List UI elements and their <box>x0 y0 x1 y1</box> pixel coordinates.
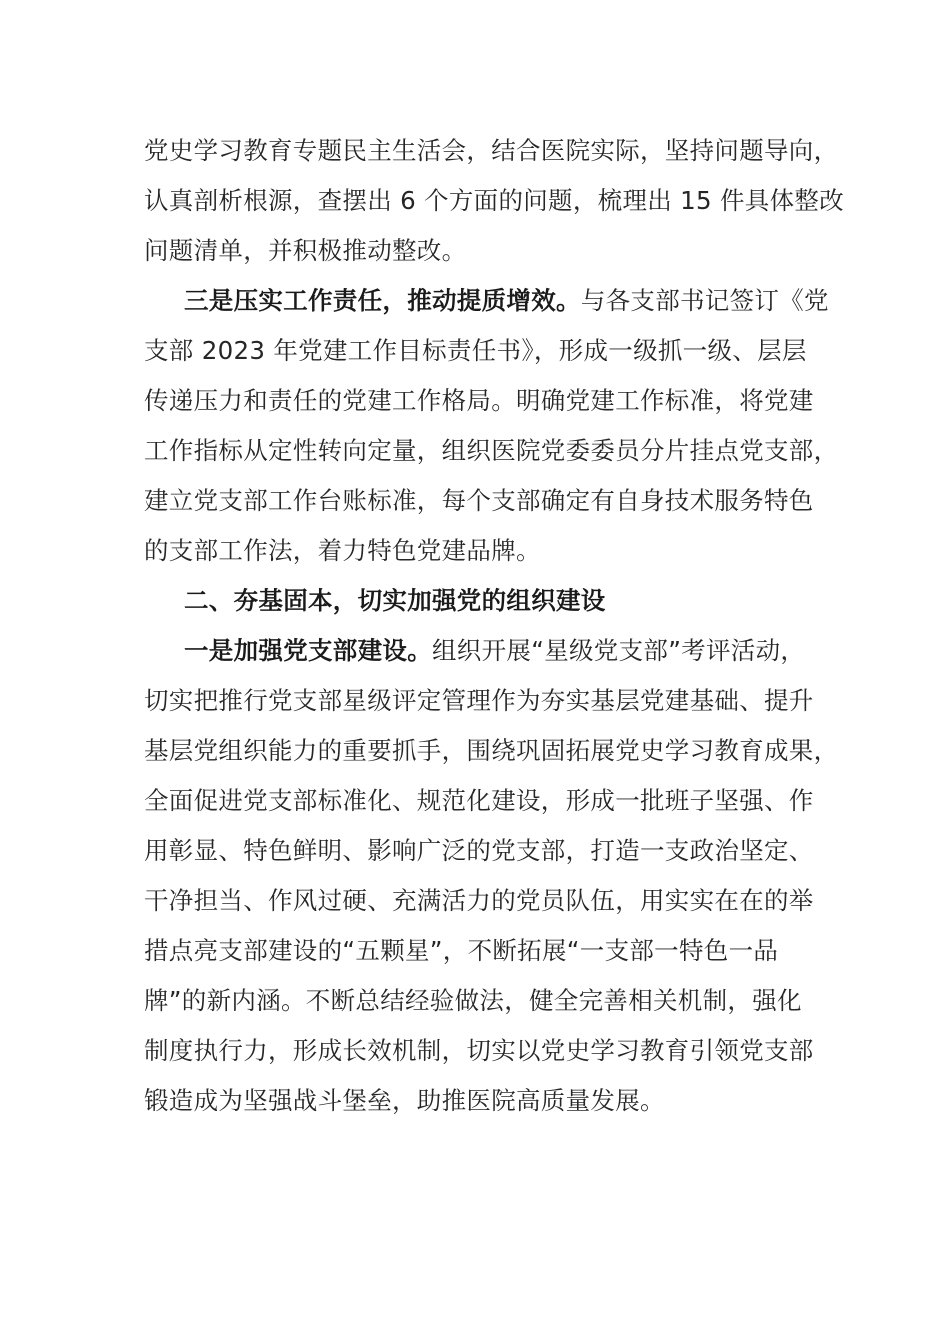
text-line <box>144 226 824 276</box>
text-segment: 传递压力和责任的党建工作格局。明确党建工作标准，将党建 <box>144 386 814 415</box>
text-segment: 锻造成为坚强战斗堡垒，助推医院高质量发展。 <box>144 1086 665 1115</box>
text-segment: 问题清单，并积极推动整改。 <box>144 236 467 265</box>
text-segment: 组织开展“星级党支部”考评活动， <box>432 636 806 665</box>
text-line <box>144 576 824 626</box>
text-segment: 牌”的新内涵。不断总结经验做法，健全完善相关机制，强化 <box>144 986 802 1015</box>
text-line <box>144 1026 824 1076</box>
text-segment: 支部 2023 年党建工作目标责任书》，形成一级抓一级、层层 <box>144 336 807 365</box>
text-line <box>144 176 845 226</box>
text-line <box>144 776 824 826</box>
bold-text-segment: 二、夯基固本，切实加强党的组织建设 <box>184 586 606 615</box>
text-segment: 基层党组织能力的重要抓手，围绕巩固拓展党史学习教育成果， <box>144 736 839 765</box>
text-segment: 建立党支部工作台账标准，每个支部确定有自身技术服务特色 <box>144 486 814 515</box>
text-line <box>144 676 824 726</box>
text-segment: 工作指标从定性转向定量，组织医院党委委员分片挂点党支部， <box>144 436 839 465</box>
text-line <box>144 476 824 526</box>
document-body <box>144 126 845 1126</box>
text-line <box>144 326 824 376</box>
text-line <box>144 1076 824 1126</box>
text-segment: 制度执行力，形成长效机制，切实以党史学习教育引领党支部 <box>144 1036 814 1065</box>
text-segment: 认真剖析根源，查摆出 6 个方面的问题，梳理出 15 件具体整改 <box>144 186 845 215</box>
text-line <box>144 926 824 976</box>
text-segment: 用彰显、特色鲜明、影响广泛的党支部，打造一支政治坚定、 <box>144 836 814 865</box>
text-segment: 的支部工作法，着力特色党建品牌。 <box>144 536 541 565</box>
bold-text-segment: 三是压实工作责任，推动提质增效。 <box>184 286 581 315</box>
text-segment: 切实把推行党支部星级评定管理作为夯实基层党建基础、提升 <box>144 686 814 715</box>
text-segment: 措点亮支部建设的“五颗星”，不断拓展“一支部一特色一品 <box>144 936 779 965</box>
text-line <box>144 876 824 926</box>
text-line <box>144 526 824 576</box>
text-line <box>144 726 839 776</box>
text-line <box>144 826 824 876</box>
text-line <box>144 976 824 1026</box>
text-line <box>144 376 824 426</box>
text-segment: 干净担当、作风过硬、充满活力的党员队伍，用实实在在的举 <box>144 886 814 915</box>
text-segment: 党史学习教育专题民主生活会，结合医院实际，坚持问题导向， <box>144 136 839 165</box>
bold-text-segment: 一是加强党支部建设。 <box>184 636 432 665</box>
text-line <box>144 126 839 176</box>
text-segment: 全面促进党支部标准化、规范化建设，形成一批班子坚强、作 <box>144 786 814 815</box>
text-line <box>144 426 839 476</box>
text-line <box>144 276 829 326</box>
text-segment: 与各支部书记签订《党 <box>580 286 829 315</box>
text-line <box>144 626 824 676</box>
